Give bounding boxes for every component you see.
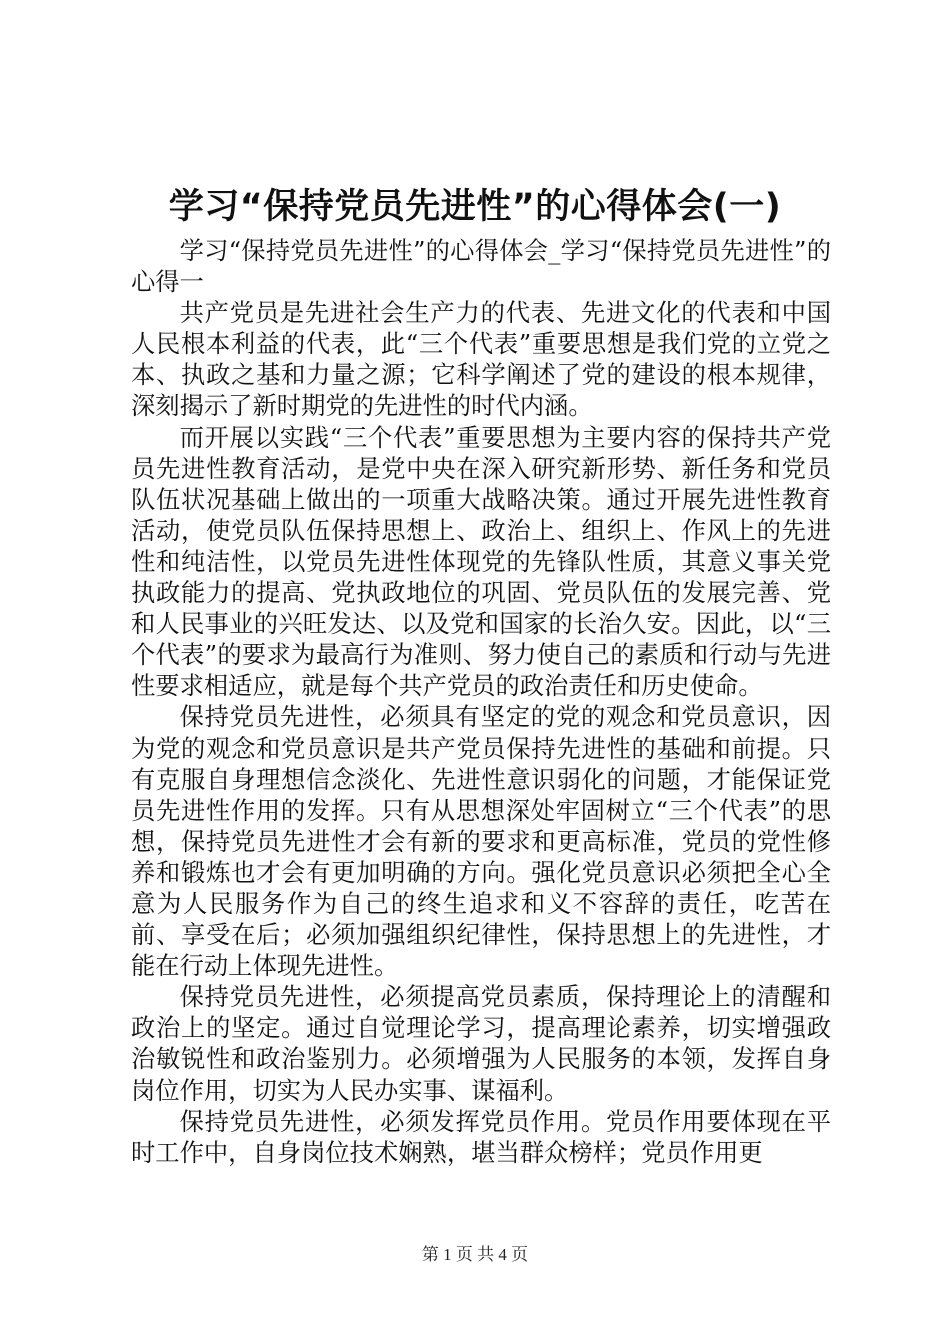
page-number-footer: 第 1 页 共 4 页 (421, 1245, 529, 1264)
document-body (131, 235, 831, 1168)
paragraph: 共产党员是先进社会生产力的代表、先进文化的代表和中国人民根本利益的代表，此“三个代表”重要思想是我们党的立党之本、执政之基和力量之源；它科学阐述了党的建设的根本规律，深刻揭示了新时期党的先进性的时代内涵。 (131, 298, 831, 421)
paragraph: 保持党员先进性，必须提高党员素质，保持理论上的清醒和政治上的坚定。通过自觉理论学习，提高理论素养，切实增强政治敏锐性和政治鉴别力。必须增强为人民服务的本领，发挥自身岗位作用，切实为人民办实事、谋福利。 (131, 982, 831, 1105)
paragraph: 而开展以实践“三个代表”重要思想为主要内容的保持共产党员先进性教育活动，是党中央在深入研究新形势、新任务和党员队伍状况基础上做出的一项重大战略决策。通过开展先进性教育活动，使党员队伍保持思想上、政治上、组织上、作风上的先进性和纯洁性，以党员先进性体现党的先锋队性质，其意义事关党执政能力的提高、党执政地位的巩固、党员队伍的发展完善、党和人民事业的兴旺发达、以及党和国家的长治久安。因此，以“三个代表”的要求为最高行为准则、努力使自己的素质和行动与先进性要求相适应，就是每个共产党员的政治责任和历史使命。 (131, 422, 831, 701)
paragraph: 保持党员先进性，必须发挥党员作用。党员作用要体现在平时工作中，自身岗位技术娴熟，堪当群众榜样；党员作用更 (131, 1106, 831, 1167)
document-title: 学习“保持党员先进性”的心得体会(一) (168, 187, 782, 227)
paragraph: 保持党员先进性，必须具有坚定的党的观念和党员意识，因为党的观念和党员意识是共产党员保持先进性的基础和前提。只有克服自身理想信念淡化、先进性意识弱化的问题，才能保证党员先进性作用的发挥。只有从思想深处牢固树立“三个代表”的思想，保持党员先进性才会有新的要求和更高标准，党员的党性修养和锻炼也才会有更加明确的方向。强化党员意识必须把全心全意为人民服务作为自己的终生追求和义不容辞的责任，吃苦在前、享受在后；必须加强组织纪律性，保持思想上的先进性，才能在行动上体现先进性。 (131, 702, 831, 981)
paragraph: 学习“保持党员先进性”的心得体会_学习“保持党员先进性”的心得一 (131, 236, 831, 297)
